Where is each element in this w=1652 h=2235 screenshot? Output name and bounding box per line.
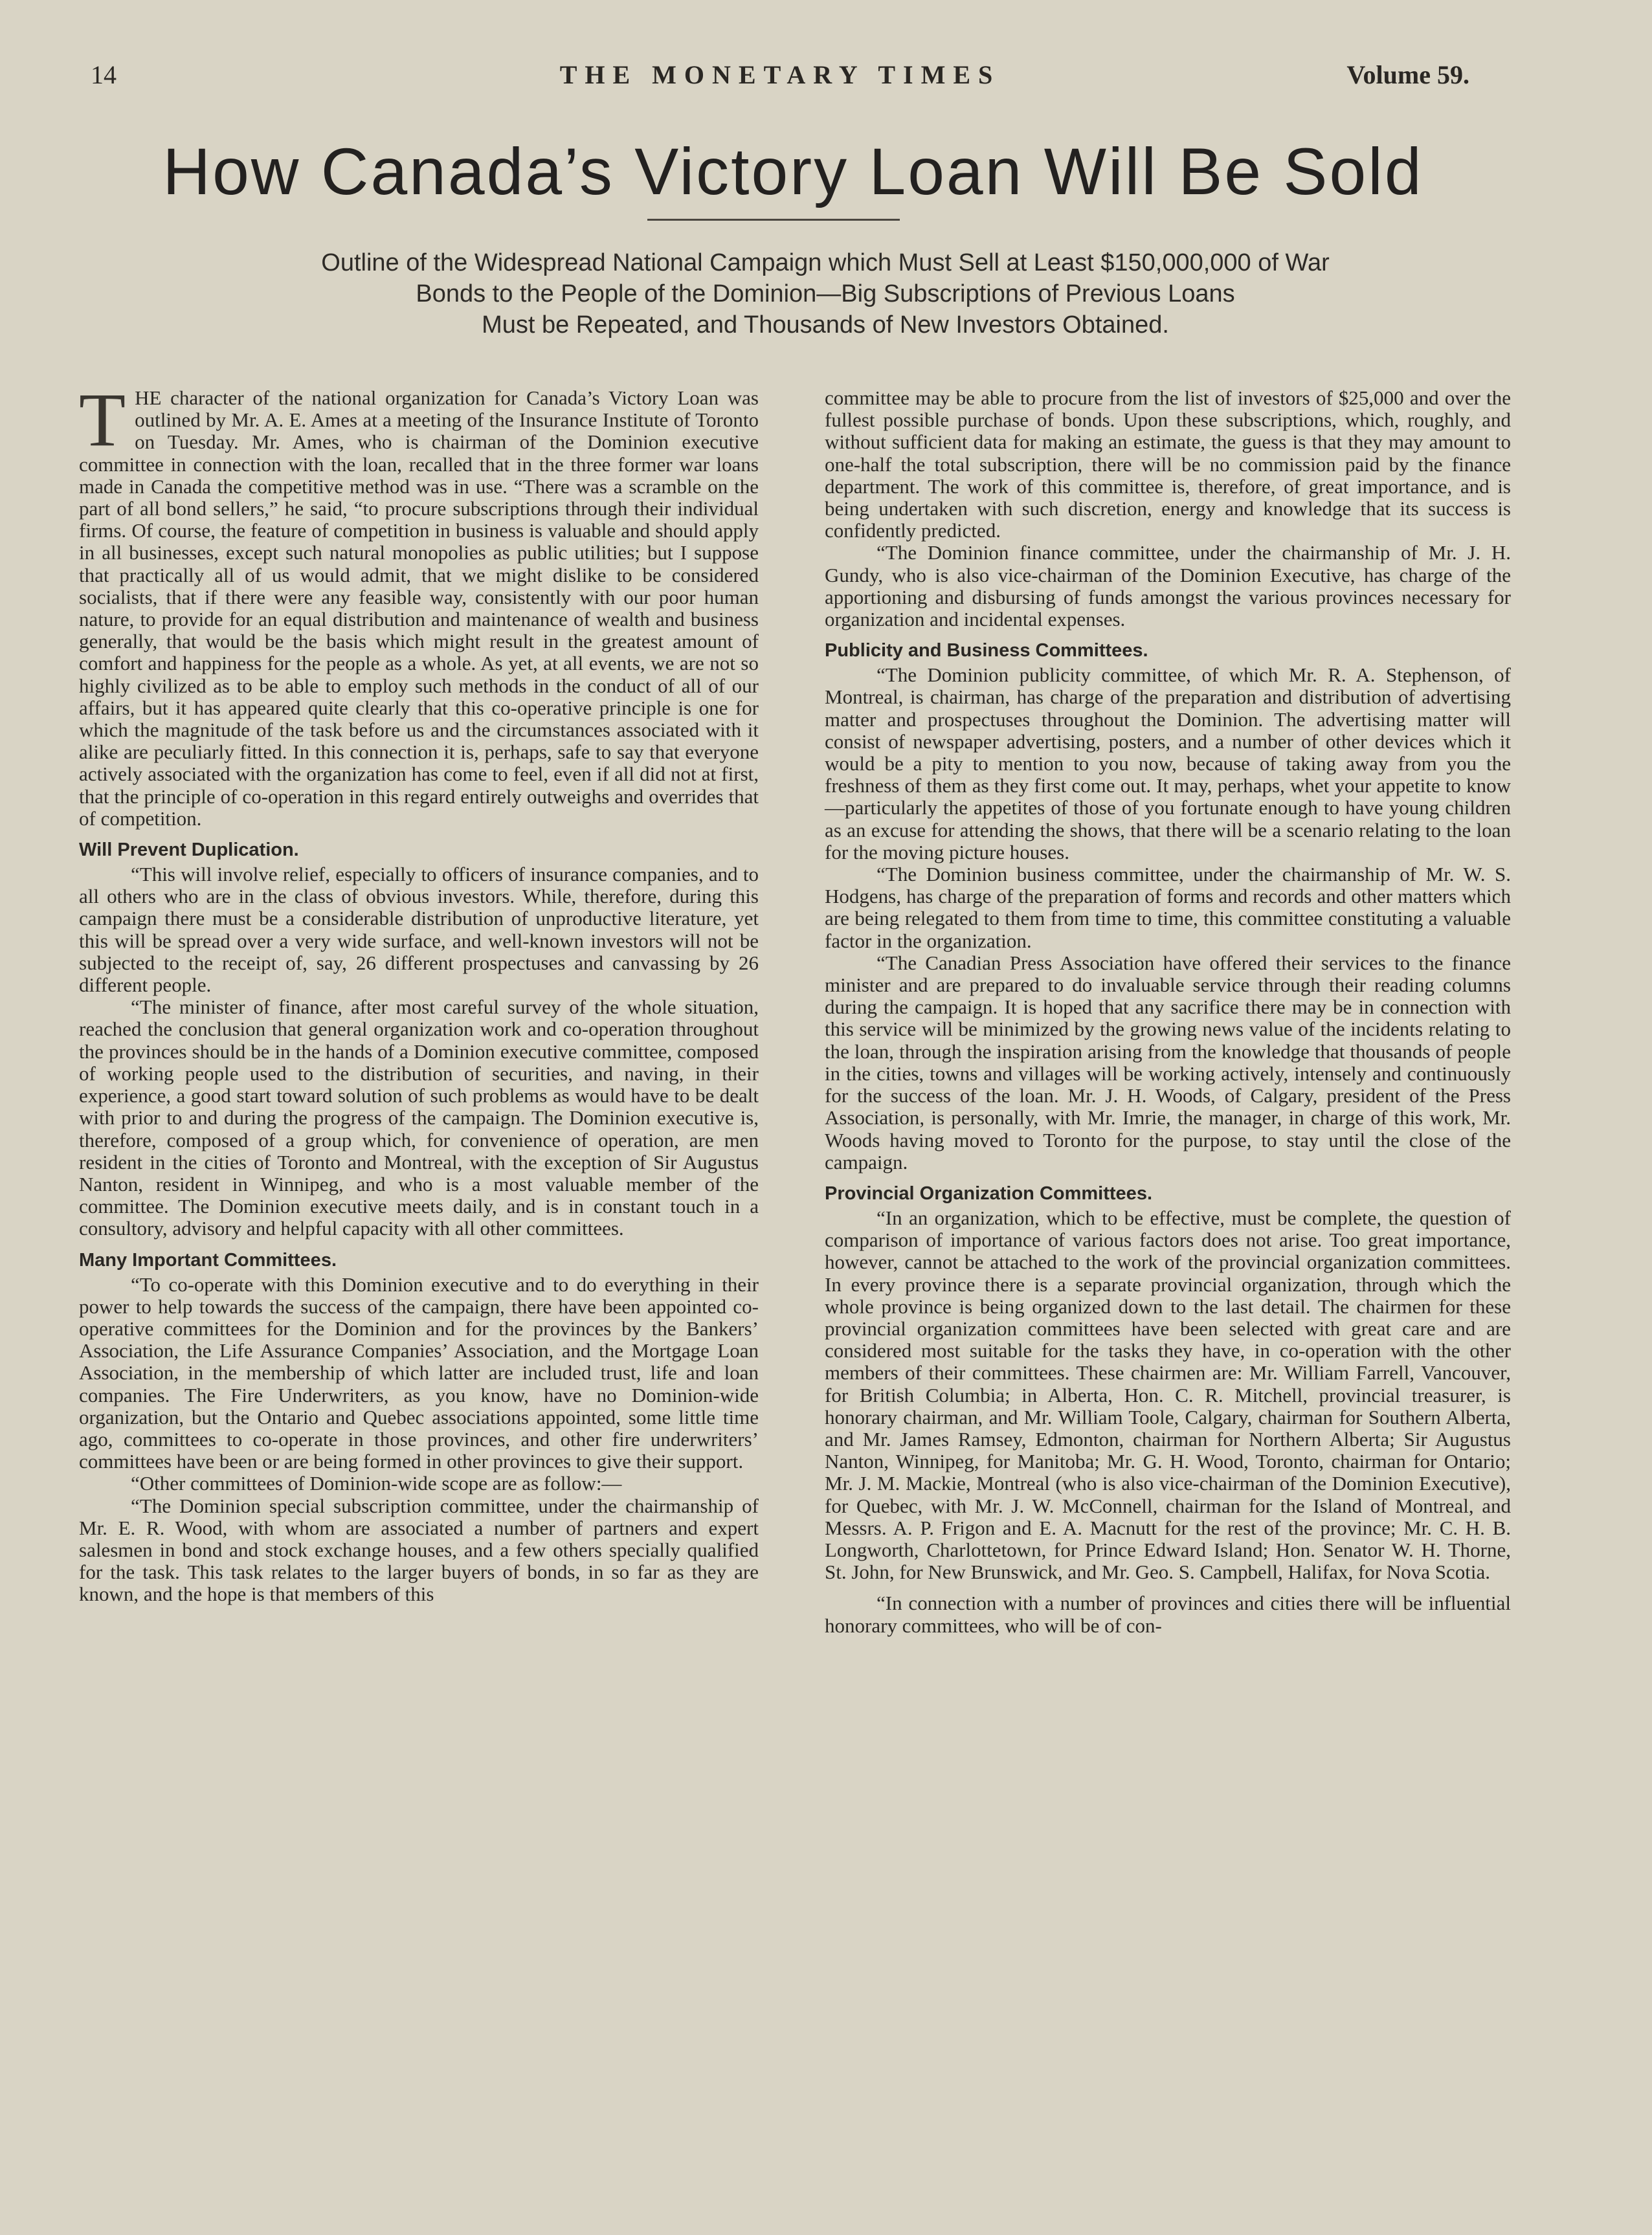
paragraph: committee may be able to procure from the list of investors of $25,000 and over the fullest possible purchase of bonds. Upon these subscriptions, which, roughly, and without sufficient data for making an estimate, the guess is that they may amount to one-half the total subscription, there will be no commission paid by the finance department. The work of this committee is, therefore, of great importance, and is being undertaken with such discretion, energy and knowledge that its success is confidently predicted. xyxy=(825,386,1511,542)
deck-line: Bonds to the People of the Dominion—Big Subscriptions of Previous Loans xyxy=(416,280,1235,307)
journal-title: THE MONETARY TIMES xyxy=(559,60,1001,89)
section-subhead: Provincial Organization Committees. xyxy=(825,1183,1152,1204)
volume-number: Volume 59. xyxy=(1346,60,1469,89)
paragraph: “In an organization, which to be effective, must be complete, the question of comparison of importance of various factors does not arise. Too great importance, however, cannot be attached to the work of the provincial organization committees. In every province there is a separate provincial organization, through which the whole province is being organized down to the last detail. The chairmen for these provincial organization committees have been selected with great care and are considered most suitable for the tasks they have, in co-operation with the other members of their committees. These chairmen are: Mr. William Farrell, Vancouver, for British Columbia; in Alberta, Hon. C. R. Mitchell, provincial treasurer, is honorary chairman, and Mr. William Toole, Calgary, chairman for Southern Alberta, and Mr. James Ramsey, Edmonton, chairman for Northern Alberta; Sir Augustus Nanton, Winnipeg, for Manitoba; Mr. G. H. Wood, Toronto, chairman for Ontario; Mr. J. M. Mackie, Montreal (who is also vice-chairman of the Dominion Executive), for Quebec, with Mr. J. W. McConnell, chairman for the Island of Montreal, and Messrs. A. P. Frigon and E. A. Macnutt for the rest of the province; Mr. C. H. B. Longworth, Charlottetown, for Prince Edward Island; Hon. Senator W. H. Thorne, St. John, for New Brunswick, and Mr. Geo. S. Campbell, Halifax, for Nova Scotia. xyxy=(825,1206,1511,1584)
paragraph: “In connection with a number of provinces and cities there will be influential honorary committees, who will be of con- xyxy=(825,1592,1511,1637)
article-headline: How Canada’s Victory Loan Will Be Sold xyxy=(162,135,1423,208)
headline-rule xyxy=(647,219,900,221)
article-deck xyxy=(129,247,1521,340)
paragraph: “This will involve relief, especially to officers of insurance companies, and to all others who are in the class of obvious investors. While, therefore, during this campaign there must be a considerable distribution of unproductive literature, yet this will be spread over a very wide surface, and well-known investors will not be subjected to the receipt of, say, 26 different prospectuses and canvassing by 26 different people. xyxy=(79,863,759,997)
text-column-left xyxy=(79,377,759,1606)
deck-line: Outline of the Widespread National Campaign which Must Sell at Least $150,000,000 of War xyxy=(321,249,1330,276)
paragraph: “The minister of finance, after most careful survey of the whole situation, reached the conclusion that general organization work and co-operation throughout the provinces should be in the hands of a Dominion executive committee, composed of working people used to the distribution of securities, and naving, in their experience, a good start toward solution of such problems as would have to be dealt with prior to and during the progress of the campaign. The Dominion executive is, therefore, composed of a group which, for convenience of operation, are men resident in the cities of Toronto and Montreal, with the exception of Sir Augustus Nanton, resident in Winnipeg, and who is a most valuable member of the committee. The Dominion executive meets daily, and is in constant touch in a consultory, advisory and helpful capacity with all other committees. xyxy=(79,995,759,1240)
paragraph: “The Dominion special subscription committee, under the chairmanship of Mr. E. R. Wood, with whom are associated a number of partners and expert salesmen in bond and stock exchange houses, and a few others specially qualified for the task. This task relates to the larger buyers of bonds, in so far as they are known, and the hope is that members of this xyxy=(79,1494,759,1606)
text-column-right xyxy=(825,387,1511,1637)
section-subhead: Many Important Committees. xyxy=(79,1249,337,1271)
running-header xyxy=(91,60,1469,98)
deck-line: Must be Repeated, and Thousands of New Investors Obtained. xyxy=(482,311,1169,339)
paragraph: “The Dominion publicity committee, of which Mr. R. A. Stephenson, of Montreal, is chairman, has charge of the preparation and distribution of advertising matter and prospectuses throughout the Dominion. The advertising matter will consist of newspaper advertising, posters, and a number of other devices which it would be a pity to mention to you now, because of taking away from you the freshness of them as they first come out. It may, perhaps, whet your appetite to know—particularly the appetites of those of you fortunate enough to have young children as an excuse for attending the shows, that there will be a scenario relating to the loan for the moving picture houses. xyxy=(825,663,1511,863)
drop-cap: T xyxy=(79,377,126,462)
paragraph: “The Dominion finance committee, under the chairmanship of Mr. J. H. Gundy, who is also vice-chairman of the Dominion Executive, has charge of the apportioning and disbursing of funds amongst the various provinces necessary for organization and incidental expenses. xyxy=(825,541,1511,631)
paragraph: “The Dominion business committee, under the chairmanship of Mr. W. S. Hodgens, has charge of the preparation of forms and records and other matters which are being relegated to them from time to time, this committee constituting a valuable factor in the organization. xyxy=(825,863,1511,952)
page-number: 14 xyxy=(91,60,117,89)
paragraph-gap xyxy=(825,1583,1511,1592)
paragraph: “To co-operate with this Dominion executive and to do everything in their power to help towards the success of the campaign, there have been appointed co-operative committees for the Dominion and for the provinces by the Bankers’ Association, the Life Assurance Companies’ Association, and the Mortgage Loan Association, in the membership of which latter are included trust, life and loan companies. The Fire Underwriters, as you know, have no Dominion-wide organization, but the Ontario and Quebec associations appointed, some little time ago, committees to co-operate in those provinces, and other fire underwriters’ committees have been or are being formed in other provinces to give their support. xyxy=(79,1273,759,1473)
section-subhead: Publicity and Business Committees. xyxy=(825,640,1148,662)
paragraph-text: HE character of the national organization for Canada’s Victory Loan was outlined by Mr. A. E. Ames at a meeting of the Insurance Institute of Toronto on Tuesday. Mr. Ames, who is chairman of the Dominion executive committee in connection with the loan, recalled that in the three former war loans made in Canada the competitive method was in use. “There was a scramble on the part of all bond sellers,” he said, “to procure subscriptions through their individual firms. Of course, the feature of competition in business is valuable and should apply in all businesses, except such natural monopolies as public utilities; but I suppose that practically all of us would admit, that we might dislike to be considered socialists, that if there were any feasible way, consistently with our poor human nature, to provide for an equal distribution and maintenance of wealth and business generally, that would be the basis which might result in the greatest amount of comfort and happiness for the people as a whole. As yet, at all events, we are not so highly civilized as to be able to employ such methods in the conduct of all of our affairs, but it has appeared quite clearly that this co-operative principle is one for which the magnitude of the task before us and the circumstances associated with it alike are peculiarly fitted. In this connection it is, perhaps, safe to say that everyone actively associated with the organization has come to feel, even if all did not at first, that the principle of co-operation in this regard entirely outweighs and overrides that of competition. xyxy=(79,386,759,830)
paragraph: “The Canadian Press Association have offered their services to the finance minister and are prepared to do invaluable service through their reading columns during the campaign. It is hoped that any sacrifice there may be in connection with this service will be minimized by the growing news value of the incidents relating to the loan, through the inspiration arising from the knowledge that thousands of people in the cities, towns and villages will be working actively, intensely and continuously for the success of the loan. Mr. J. H. Woods, of Calgary, president of the Press Association, is personally, with Mr. Imrie, the manager, in charge of this work, Mr. Woods having moved to Toronto for the purpose, to stay until the close of the campaign. xyxy=(825,951,1511,1173)
section-subhead: Will Prevent Duplication. xyxy=(79,840,299,861)
paragraph xyxy=(79,377,759,830)
paragraph: “Other committees of Dominion-wide scope are as follow:— xyxy=(131,1472,622,1495)
